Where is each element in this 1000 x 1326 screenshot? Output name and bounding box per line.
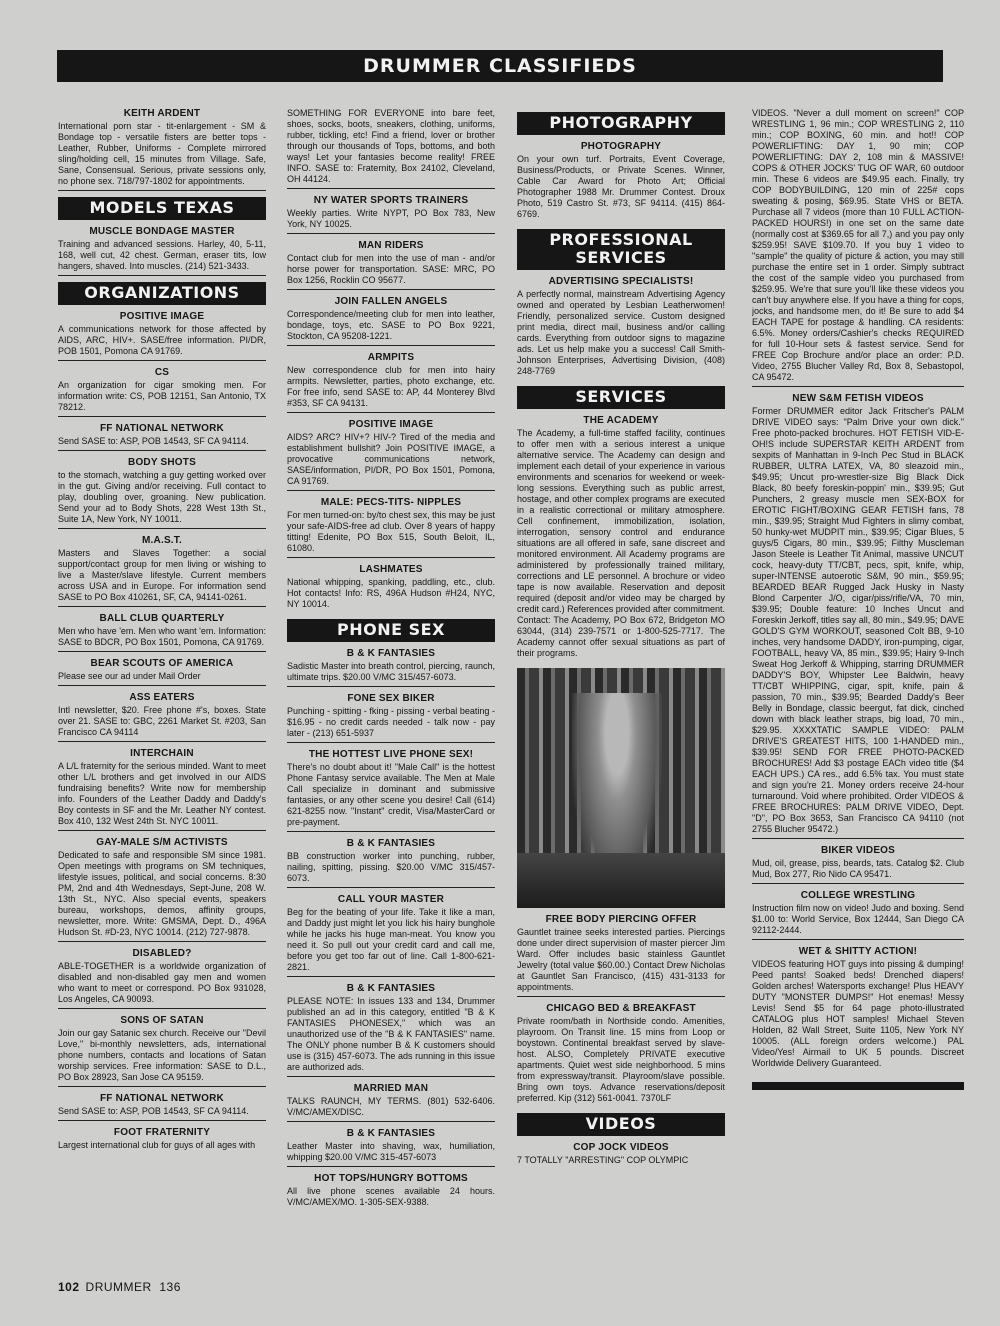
classified-ad — [287, 564, 495, 613]
ad-title: BEAR SCOUTS OF AMERICA — [90, 658, 234, 669]
column-4 — [752, 108, 964, 1278]
ad-title: INTERCHAIN — [130, 748, 194, 759]
ad-body: Masters and Slaves Together: a social support/contact group for men living or wishing to live a Master/slave lifestyle. Current members across USA and in Europe. For information send SASE to PO Box 410261, SF, CA, 94141-0261. — [58, 548, 266, 602]
ad-body: New correspondence club for men into hairy armpits. Newsletter, parties, photo exchange, etc. For free info, send SASE to: AP, 44 Monterey Blvd #353, SF CA 94131. — [287, 365, 495, 408]
ad-title: BODY SHOTS — [128, 457, 196, 468]
ad-title: MALE: PECS-TITS- NIPPLES — [320, 497, 462, 508]
ad-body: A perfectly normal, mainstream Advertising Agency owned and operated by Lesbian Leatherwomen! Friendly, personalized service. Custom designed print media, direct mail, business and/or calling cards. Everything from outdoor signs to magazine ads. Let us help make you a success! Call Smith-Johnson Enterprises, Advertising Division, (408) 248-7769 — [517, 289, 725, 376]
ad-body: to the stomach, watching a guy getting worked over in the gut. Giving and/or receiving. Full contact to play, doubling over, groaning. New publication. Send your ad to Body Shots, 228 West 13th St., Suite 1A, New York, NY 10011. — [58, 470, 266, 524]
ad-title: FOOT FRATERNITY — [113, 1127, 211, 1138]
classified-ad — [287, 352, 495, 413]
column-2 — [287, 108, 495, 1278]
classified-ad — [58, 311, 266, 361]
ad-title: FONE SEX BIKER — [347, 693, 435, 704]
classified-ad — [287, 1083, 495, 1122]
ad-title: MAN RIDERS — [358, 240, 424, 251]
classified-ad — [287, 983, 495, 1077]
ad-body: Contact club for men into the use of man - and/or horse power for transportation. SASE: MRC, PO Box 1256, Rocklin CO 95677. — [287, 253, 495, 285]
ad-title: HOT TOPS/HUNGRY BOTTOMS — [314, 1173, 468, 1184]
classified-ad — [517, 1142, 725, 1169]
classified-ad — [58, 613, 266, 652]
classified-ad — [58, 658, 266, 686]
ad-body: VIDEOS featuring HOT guys into pissing & dumping! Peed pants! Soaked beds! Drenched diapers! Golden arches! Watersports exchange! Plus HEAVY DUTY "MONSTER DUMPS!" Hot enemas! Messy Levis! Send $5 for 64 page photo-illustrated CATALOG plus HOT samples! Michael Steven Holden, 82 Wall Street, Suite 1105, New York NY 10005. (ALL foreign orders welcome.) PAL Video/Yes! Airmail to UK 5 pounds. Discreet Worldwide Delivery Guaranteed. — [752, 959, 964, 1068]
ad-body: A communications network for those affected by AIDS, ARC, HIV+. SASE/free information. PI/DR, POB 1501, Pomona CA 91769. — [58, 324, 266, 356]
ad-body: All live phone scenes available 24 hours. V/MC/AMEX/MO. 1-305-SEX-9388. — [287, 1186, 495, 1207]
classified-ad — [58, 108, 266, 191]
column-3 — [517, 108, 725, 1278]
ad-title: ARMPITS — [367, 352, 415, 363]
classified-ad — [58, 1093, 266, 1121]
section-heading-photography: PHOTOGRAPHY — [517, 112, 725, 135]
ad-title: JOIN FALLEN ANGELS — [334, 296, 448, 307]
ad-body: Punching - spitting - fking - pissing - verbal beating - $16.95 - no credit cards needed - talk now - pay later - (213) 651-5937 — [287, 706, 495, 738]
classified-ad — [287, 648, 495, 687]
classified-ad — [287, 195, 495, 234]
classified-ad — [58, 837, 266, 942]
ad-body: Send SASE to: ASP, POB 14543, SF CA 94114. — [58, 1106, 249, 1116]
classified-ad — [517, 1003, 725, 1107]
ad-body: Largest international club for guys of all ages with — [58, 1140, 256, 1150]
ad-title: THE ACADEMY — [583, 415, 659, 426]
ad-title: COLLEGE WRESTLING — [800, 890, 916, 901]
ad-body: Gauntlet trainee seeks interested parties. Piercings done under direct supervision of master piercer Jim Ward. Offer includes basic stainless Gauntlet Jewelry (total value $60.00.) Contact Drew Nicholas at Gauntlet San Francisco, (415) 431-3133 for appointments. — [517, 927, 725, 992]
ad-title: B & K FANTASIES — [346, 648, 436, 659]
classified-ad — [58, 367, 266, 417]
classified-ad-continued — [752, 108, 964, 387]
classified-ad — [517, 141, 725, 223]
ad-body: Leather Master into shaving, wax, humiliation, whipping $20.00 V/MC 315-457-6073 — [287, 1141, 495, 1162]
ad-title: NEW S&M FETISH VIDEOS — [792, 393, 924, 404]
classified-ad — [287, 497, 495, 558]
classified-ad — [752, 393, 964, 839]
end-rule — [752, 1082, 964, 1090]
ad-body: On your own turf. Portraits, Event Coverage, Business/Products, or Private Scenes. Winner, Cable Car Award for Photo Art; Official Photographer 1988 Mr. Drummer Contest. Droux Photo, 519 Castro St. #73, SF 94114. (415) 864-6769. — [517, 154, 725, 219]
ad-title: BIKER VIDEOS — [820, 845, 896, 856]
ad-body: VIDEOS. "Never a dull moment on screen!" COP WRESTLING 1, 96 min.; COP WRESTLING 2, 110 min.; COP BOXING, 60 min. and hot!! COP POWERLIFTING: DAY 1, 90 min; COP POWERLIFTING: DAY 2, 108 min & MASSIVE! COPS & OTHER JOCKS' TUG OF WAR, 60 outdoor min. These 6 videos are $49.95 each. Finally, try COP BODYBUILDING, 120 min of 225# cops sweating & posing, $69.95. State VHS or BETA. Purchase all 7 videos (more than 10 FULL ACTION- PACKED HOURS!) in one set on the same date (normally cost at $369.65 for all 7,) and you pay only $259.95! SAVE $109.70. If you buy 1 video to "sample" the quality of picture & action, you may still purchase the entire set in 1 order. Simply subtract the cost of the sample video you purchased from $259.95. We're that sure you'll like these videos you can't buy anywhere else. If you have a thing for cops, jocks, and handsome men, do it! Be sure to add $4 EACH TAPE for postage & handling. CA residents: 6.5%. Money orders/Cashier's checks REQUIRED for full 10-Hour sets & fastest service. Send for FREE Cop Brochure and/or place an order: P.D. Video, 2755 Blucher Valley Rd, Box 8, Sebastopol, CA 95472. — [752, 108, 964, 382]
ad-title: CS — [154, 367, 170, 378]
classified-ad — [58, 457, 266, 529]
ad-body: Training and advanced sessions. Harley, 40, 5-11, 168, well cut, 42 chest. German, eraser tits, low hangers, shaved. Into muscles. (214) 521-3433. — [58, 239, 266, 271]
classified-ad — [58, 226, 266, 276]
ad-title: NY WATER SPORTS TRAINERS — [313, 195, 469, 206]
issue-number: 136 — [159, 1280, 181, 1294]
ad-body: Dedicated to safe and responsible SM since 1981. Open meetings with programs on SM techniques, lifestyle issues, political, and social concerns. 8:30 PM, 2nd and 4th Wednesdays, Sept-June, 208 W. 13th St., NYC. Also special events, speakers bureau, workshops, demos, affinity groups, newsletter, more. Write: GMSMA, Dept. D., 496A Hudson St. #D-23, NYC 10014. (212) 727-9878. — [58, 850, 266, 937]
classified-ad — [287, 1173, 495, 1211]
section-heading-videos: VIDEOS — [517, 1113, 725, 1136]
ad-title: GAY-MALE S/M ACTIVISTS — [96, 837, 228, 848]
ad-body: SOMETHING FOR EVERYONE into bare feet, shoes, socks, boots, sneakers, clothing, uniforms, rubber, tickling, etc! Find a friend, lover or brother through our thousands of Tops, bottoms, and both ways! Let your fantasies become reality! FREE INFO. SASE to: Fraternity, Box 24102, Cleveland, OH 44124. — [287, 108, 495, 184]
page-banner: DRUMMER CLASSIFIEDS — [57, 50, 943, 82]
ad-body: Private room/bath in Northside condo. Amenities, playroom. On Transit line. 15 mins from Loop or boystown. Continental breakfast served by slave-host. ALSO, Completely PRIVATE executive apartments. Quiet west side neighborhood. 5 mins from expressway/transit. Playroom/slave possible. Bring own toys. Advance reservations/deposit preferred. Kip (312) 561-0041. 7370LF — [517, 1016, 725, 1103]
ad-body: International porn star - tit-enlargement - SM & Bondage top - versatile fisters are better tops - Leather, Rubber, Uniforms - Complete mirrored sling/holding cell, 15 minutes from Village. Safe, Sane, Consensual. Serious, private sessions only, no phone sex. 718/797-1802 for appointments. — [58, 121, 266, 186]
ad-body: Men who have 'em. Men who want 'em. Information: SASE to BDCR, PO Box 1501, Pomona, CA 91769. — [58, 626, 266, 647]
ad-body: BB construction worker into punching, rubber, nailing, spitting, pissing. $20.00 V/MC 315/457-6073. — [287, 851, 495, 883]
classified-ad — [287, 894, 495, 977]
classified-ad — [287, 749, 495, 832]
ad-body: For men turned-on: by/to chest sex, this may be just your safe-AIDS-free ad club. Over 8 years of happy titting! Edenite, PO Box 515, South Beloit, IL, 61080. — [287, 510, 495, 553]
page-folio — [58, 1280, 181, 1294]
classified-ad — [287, 693, 495, 743]
classified-ad — [58, 692, 266, 742]
ad-body: ABLE-TOGETHER is a worldwide organization of disabled and non-disabled gay men and women who want to meet or correspond. PO Box 931028, Los Angeles, CA 90093. — [58, 961, 266, 1004]
ad-title: ADVERTISING SPECIALISTS! — [548, 276, 694, 287]
ad-body: Weekly parties. Write NYPT, PO Box 783, New York, NY 10025. — [287, 208, 495, 229]
classified-ad-continued — [287, 108, 495, 189]
ad-body: Former DRUMMER editor Jack Fritscher's PALM DRIVE VIDEO says: "Palm Drive your own dick." Free photo-packed brochures. HOT FETISH VID-E-OH!S include SUPERSTAR KEITH ARDENT from sexpits of Manhattan in 9-Inch Pec Stud in BLACK RUBBER, ULTRA LATEX, VA, 80 sleazoid min., $49.95; Uncut pro-wrestler-size Big Black Dick Black, 80 beefy foreskin-poppin' min., $39.95; Gut Punchers, 2 greasy muscle men SEX-BOX for EROTIC FIGHT/BOXING GEAR FETISH fans, 78 min., $39.95; Straight Mud Fighters in slimy combat, 50 hunky-wet MUDPIT min., $39.95; Cigar Blues, 5 guys/5 Cigars, 80 min., $39.95; Filthy Muscleman Jason Steele is Leather Tit Animal, massive UNCUT cock, heavy-duty TT/CBT, pecs, spit, knife, whip, super-INTENSE autoerotic S&M, 90 min., $59.95; BEARDED BEAR Rugged Jack Husky in Nasty Blond Carpenter J/O, cigar/piss/rifle/VA, 70 min, $39.95; Double feature: 10 Inches Uncut and Foreskin Jerkoff, titles say all, 80 min., $49.95; DAVE GOLD'S GYM WORKOUT, seasoned Colt BB, 9-10 inches, very handsome DADDY, iron-pumping, cigar, FOOTBALL, heavy VA, 85 min., $39.95; Hairy 9-Inch Sweat Hog Jerkoff & Whipping, starring DRUMMER DADDY'S BOY, Whipster Lee Baldwin, heavy TT/CBT WHIPPING, cigar, spit, knife, pain & passion, 70 min., $39.95; Bearded Daddy's Beer Belly in Bondage, classic beergut, fat dick, cinched down with black leather straps, big load, 70 min., $29.95. XXXXTATIC SAMPLE VIDEO: PALM DRIVE'S GREATEST HITS, 100 1-HANDED min., $39.95! SEND FOR FREE PHOTO-PACKED BROCHURES! Add $3 postage EACh video title ($4 EACH UPS.) CA res., add 6.5% tax. You must state and sign you're 21. Money orders receive 24-hour turnaround. Void where prohibited. Order VIDEOS & FREE BROCHURES: PALM DRIVE VIDEO, Dept. "D", PO Box 3653, San Francisco CA 94110 (not 2755 Blucher 95472.) — [752, 406, 964, 834]
ad-title: B & K FANTASIES — [346, 838, 436, 849]
classified-ad — [517, 276, 725, 380]
ad-title: B & K FANTASIES — [346, 983, 436, 994]
classified-ad — [287, 419, 495, 491]
ad-body: Please see our ad under Mail Order — [58, 671, 201, 681]
classified-ad — [58, 948, 266, 1009]
ad-title: POSITIVE IMAGE — [348, 419, 434, 430]
classified-ad — [287, 296, 495, 346]
ad-title: WET & SHITTY ACTION! — [798, 946, 918, 957]
photo-floor — [517, 853, 725, 908]
ad-title: CALL YOUR MASTER — [337, 894, 445, 905]
ad-body: 7 TOTALLY "ARRESTING" COP OLYMPIC — [517, 1155, 689, 1165]
page-number: 102 — [58, 1280, 80, 1294]
ad-title: DISABLED? — [132, 948, 192, 959]
section-heading-services: SERVICES — [517, 386, 725, 409]
ad-title: MARRIED MAN — [353, 1083, 429, 1094]
ad-body: Intl newsletter, $20. Free phone #'s, boxes. State over 21. SASE to: GBC, 2261 Market St. #203, San Francisco CA 94114 — [58, 705, 266, 737]
ad-title: CHICAGO BED & BREAKFAST — [546, 1003, 696, 1014]
ad-title: PHOTOGRAPHY — [580, 141, 662, 152]
column-1 — [58, 108, 266, 1278]
ad-body: An organization for cigar smoking men. For information write: CS, POB 12151, San Antonio, TX 78212. — [58, 380, 266, 412]
ad-title: LASHMATES — [359, 564, 423, 575]
ad-title: B & K FANTASIES — [346, 1128, 436, 1139]
ad-title: SONS OF SATAN — [120, 1015, 204, 1026]
ad-body: Beg for the beating of your life. Take it like a man, and Daddy just might let you lick his hairy bunghole while he jacks his huge man-meat. You know you need it. So pull out your credit card and call me, before you get too far out of line. Call 1-800-621-2821. — [287, 907, 495, 972]
classified-ad — [287, 1128, 495, 1167]
classified-ad — [752, 845, 964, 884]
section-heading-phone-sex: PHONE SEX — [287, 619, 495, 642]
ad-body: AIDS? ARC? HIV+? HIV-? Tired of the media and establishment bullshit? Join POSITIVE IMAGE, a provocative communications network, SASE/information, PI/DR, PO Box 1501, Pomona, CA 91769. — [287, 432, 495, 486]
classified-ad — [287, 240, 495, 290]
section-heading-organizations: ORGANIZATIONS — [58, 282, 266, 305]
classified-ad — [58, 423, 266, 451]
ad-body: TALKS RAUNCH, MY TERMS. (801) 532-6406. V/MC/AMEX/DISC. — [287, 1096, 495, 1117]
section-heading-professional-services: PROFESSIONAL SERVICES — [517, 229, 725, 270]
ad-body: The Academy, a full-time staffed facility, continues to offer men with a serious interest a unique alternative service. The Academy can design and implement each detail of your experience in various environments and scenarios for weekend or week-long sessions. Everything such as public arrest, hostage, and other complex programs are executed in a realistic correctional or military atmosphere. Cell confinement, immobilization, isolation, interrogation, sensory control and endurance situations are all offered in safe, sane discreet and monitored environment. All Academy programs are administered by professionally trained military, corrections and LE personnel. A brochure or video tape is now available. Reservation and deposit required (deposit and/or video may be charged by credit card.) References provided after commitment. Contact: The Academy, PO Box 672, Bridgeton MO 63044, (314) 239-7571 or 1-800-525-7717. The Academy cannot offer sexual situations as part of their programs. — [517, 428, 725, 658]
ad-body: A L/L fraternity for the serious minded. Want to meet other L/L brothers and get involved in our AIDS fundraising benefits? Write now for membership info. Founders of the Leather Daddy and Daddy's Boy contests in SF and the Mr. Leather NY contest. Box 410, 132 West 24th St. NYC 10011. — [58, 761, 266, 826]
ad-body: PLEASE NOTE: In issues 133 and 134, Drummer published an ad in this category, entitled "B & K FANTASIES PHONESEX," which was an unauthorized use of the "B & K FANTASIES" name. The ONLY phone number B & K customers should use is (315) 457-6073. The ads running in this issue are authorized ads. — [287, 996, 495, 1072]
ad-title: BALL CLUB QUARTERLY — [99, 613, 225, 624]
classified-ad — [58, 1015, 266, 1087]
ad-body: Instruction film now on video! Judo and boxing. Send $1.00 to: World Service, Box 12444, San Diego CA 92112-2444. — [752, 903, 964, 935]
ad-title: MUSCLE BONDAGE MASTER — [89, 226, 235, 237]
classified-ad — [752, 946, 964, 1072]
magazine-name: DRUMMER — [85, 1280, 152, 1294]
classified-ad — [58, 1127, 266, 1154]
ad-title: ASS EATERS — [129, 692, 195, 703]
ad-title: KEITH ARDENT — [123, 108, 201, 119]
ad-body: Correspondence/meeting club for men into leather, bondage, toys, etc. SASE to PO Box 9221, Stockton, CA 95208-1221. — [287, 309, 495, 341]
ad-title: THE HOTTEST LIVE PHONE SEX! — [308, 749, 474, 760]
classified-ad — [58, 748, 266, 831]
ad-title: M.A.S.T. — [142, 535, 182, 546]
ad-body: Join our gay Satanic sex church. Receive our "Devil Love," bi-monthly newsletters, ads, international phone numbers, contacts and locations of Satan worship services. Free information: SASE to D.L., PO Box 28923, San Jose CA 95159. — [58, 1028, 266, 1082]
section-heading-models-texas: MODELS TEXAS — [58, 197, 266, 220]
ad-title: FF NATIONAL NETWORK — [100, 1093, 224, 1104]
ad-body: Sadistic Master into breath control, piercing, raunch, ultimate trips. $20.00 V/MC 315/457-6073. — [287, 661, 495, 682]
jail-cell-photo — [517, 668, 725, 908]
ad-body: Mud, oil, grease, piss, beards, tats. Catalog $2. Club Mud, Box 277, Rio Nido CA 95471. — [752, 858, 964, 879]
ad-title: POSITIVE IMAGE — [119, 311, 205, 322]
ad-title: COP JOCK VIDEOS — [573, 1142, 669, 1153]
classified-ad — [58, 535, 266, 607]
classified-ad — [287, 838, 495, 888]
classified-ad — [517, 415, 725, 662]
ad-title: FF NATIONAL NETWORK — [100, 423, 224, 434]
ad-title: FREE BODY PIERCING OFFER — [545, 914, 697, 925]
ad-body: Send SASE to: ASP, POB 14543, SF CA 94114. — [58, 436, 249, 446]
ad-body: National whipping, spanking, paddling, etc., club. Hot contacts! Info: RS, 496A Hudson #H24, NYC, NY 10014. — [287, 577, 495, 609]
classified-ad — [752, 890, 964, 940]
classified-ad — [517, 914, 725, 997]
ad-body: There's no doubt about it! "Male Call" is the hottest Phone Fantasy service available. The Men at Male Call specialize in dominant and submissive fantasies, or any other scene you desire! Call (614) 621-8255 now. "Instant" credit, Visa/MasterCard or pre-payment. — [287, 762, 495, 827]
